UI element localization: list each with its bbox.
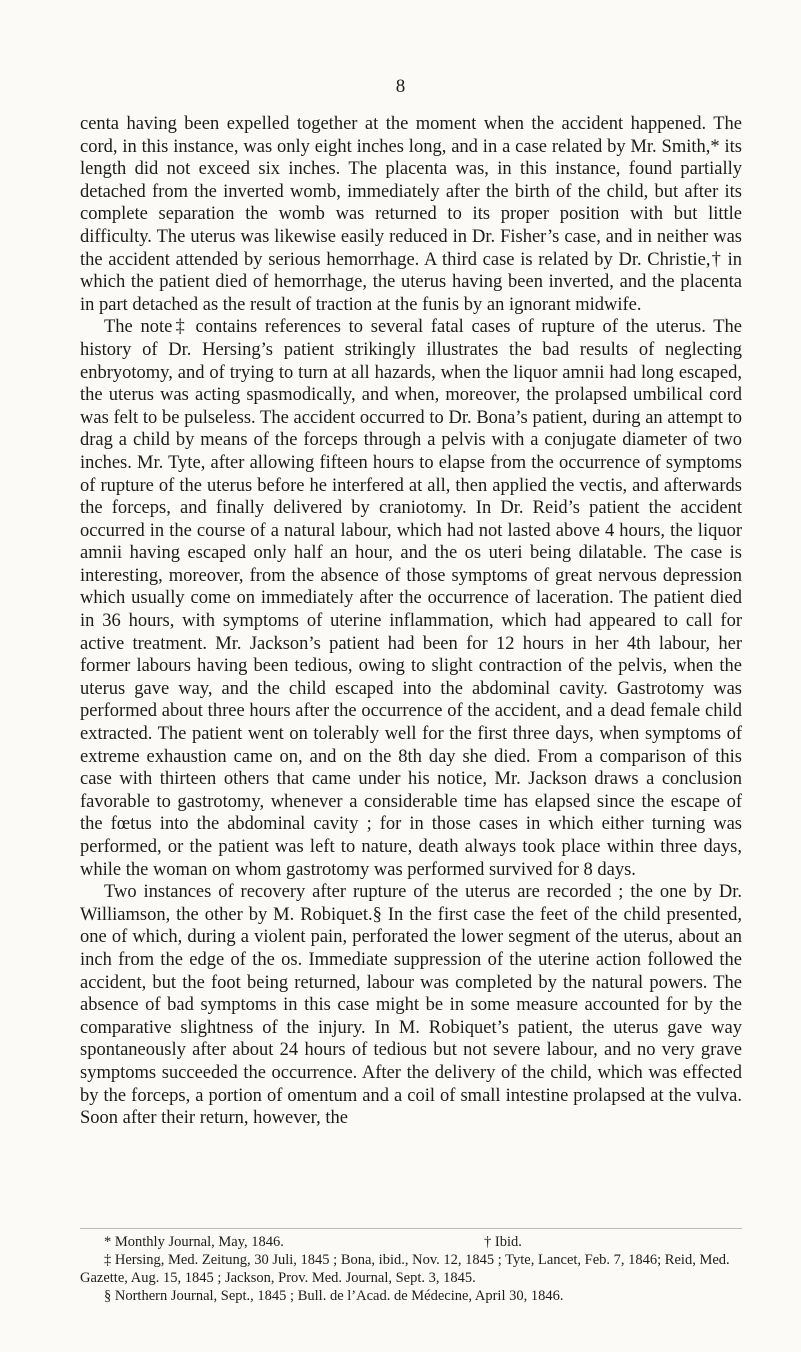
page-number: 8 [395,76,406,97]
footnote-double-dagger: ‡ Hersing, Med. Zeitung, 30 Juli, 1845 ; Bona, ibid., Nov. 12, 1845 ; Tyte, Lancet, Feb. 7, 1846; Reid, Med. Gazette, Aug. 15, 1845 ; Jackson, Prov. Med. Journal, Sept. 3, 1845. [80,1252,730,1286]
footnotes [80,1233,742,1305]
footnote-section: § Northern Journal, Sept., 1845 ; Bull. de l’Acad. de Médecine, April 30, 1846. [104,1288,564,1304]
footnote-star: * Monthly Journal, May, 1846. [104,1234,284,1250]
footnote-row-1 [80,1233,742,1251]
body-text [80,113,742,1130]
footnote-dagger: † Ibid. [484,1234,522,1250]
paragraph-1: centa having been expelled together at the moment when the accident happened. The cord, in this instance, was only eight inches long, and in a case related by Mr. Smith,* its length did not exceed six inches. The placenta was, in this instance, found partially detached from the inverted womb, immediately after the birth of the child, but after its complete separation the womb was returned to its proper position with but little difficulty. The uterus was likewise easily reduced in Dr. Fisher’s case, and in neither was the accident attended by serious hemorrhage. A third case is related by Dr. Christie,† in which the patient died of hemorrhage, the uterus having been inverted, and the placenta in part detached as the result of traction at the funis by an ignorant midwife. [80,114,742,315]
footnote-divider [80,1228,742,1229]
paragraph-3: Two instances of recovery after rupture of the uterus are recorded ; the one by Dr. Williamson, the other by M. Robiquet.§ In the first case the feet of the child presented, one of which, during a violent pain, perforated the lower segment of the uterus, about an inch from the edge of the os. Immediate suppression of the uterine action followed the accident, but the foot being returned, labour was completed by the natural powers. The absence of bad symptoms in this case might be in some measure accounted for by the comparative slightness of the injury. In M. Robiquet’s patient, the uterus gave way spontaneously after about 24 hours of tedious but not severe labour, and no very grave symptoms succeeded the occurrence. After the delivery of the child, which was effected by the forceps, a portion of omentum and a coil of small intestine prolapsed at the vulva. Soon after their return, however, the [80,882,742,1129]
paragraph-2: The note‡ contains references to several fatal cases of rupture of the uterus. The history of Dr. Hersing’s patient strikingly illustrates the bad results of neglecting enbryotomy, and of trying to turn at all hazards, when the liquor amnii had long escaped, the uterus was acting spasmodically, and when, moreover, the prolapsed umbilical cord was felt to be pulseless. The accident occurred to Dr. Bona’s patient, during an attempt to drag a child by means of the forceps through a pelvis with a conjugate diameter of two inches. Mr. Tyte, after allowing fifteen hours to elapse from the occurrence of symptoms of rupture of the uterus before he interfered at all, then applied the vectis, and afterwards the forceps, and finally delivered by craniotomy. In Dr. Reid’s patient the accident occurred in the course of a natural labour, which had not lasted above 4 hours, the liquor amnii having escaped only half an hour, and the os uteri being dilatable. The case is interesting, moreover, from the absence of those symptoms of great nervous depression which usually come on immediately after the occurrence of laceration. The patient died in 36 hours, with symptoms of uterine inflammation, which had appeared to call for active treatment. Mr. Jackson’s patient had been for 12 hours in her 4th labour, her former labours having been tedious, owing to slight contraction of the pelvis, when the uterus gave way, and the child escaped into the abdominal cavity. Gastrotomy was performed about three hours after the occurrence of the accident, and a dead female child extracted. The patient went on tolerably well for the first three days, when symptoms of extreme exhaustion came on, and on the 8th day she died. From a comparison of this case with thirteen others that came under his notice, Mr. Jackson draws a conclusion favorable to gastrotomy, whenever a considerable time has elapsed since the escape of the fœtus into the abdominal cavity ; for in those cases in which either turning was performed, or the patient was left to nature, death always took place within three days, while the woman on whom gastrotomy was performed survived for 8 days. [80,317,742,880]
